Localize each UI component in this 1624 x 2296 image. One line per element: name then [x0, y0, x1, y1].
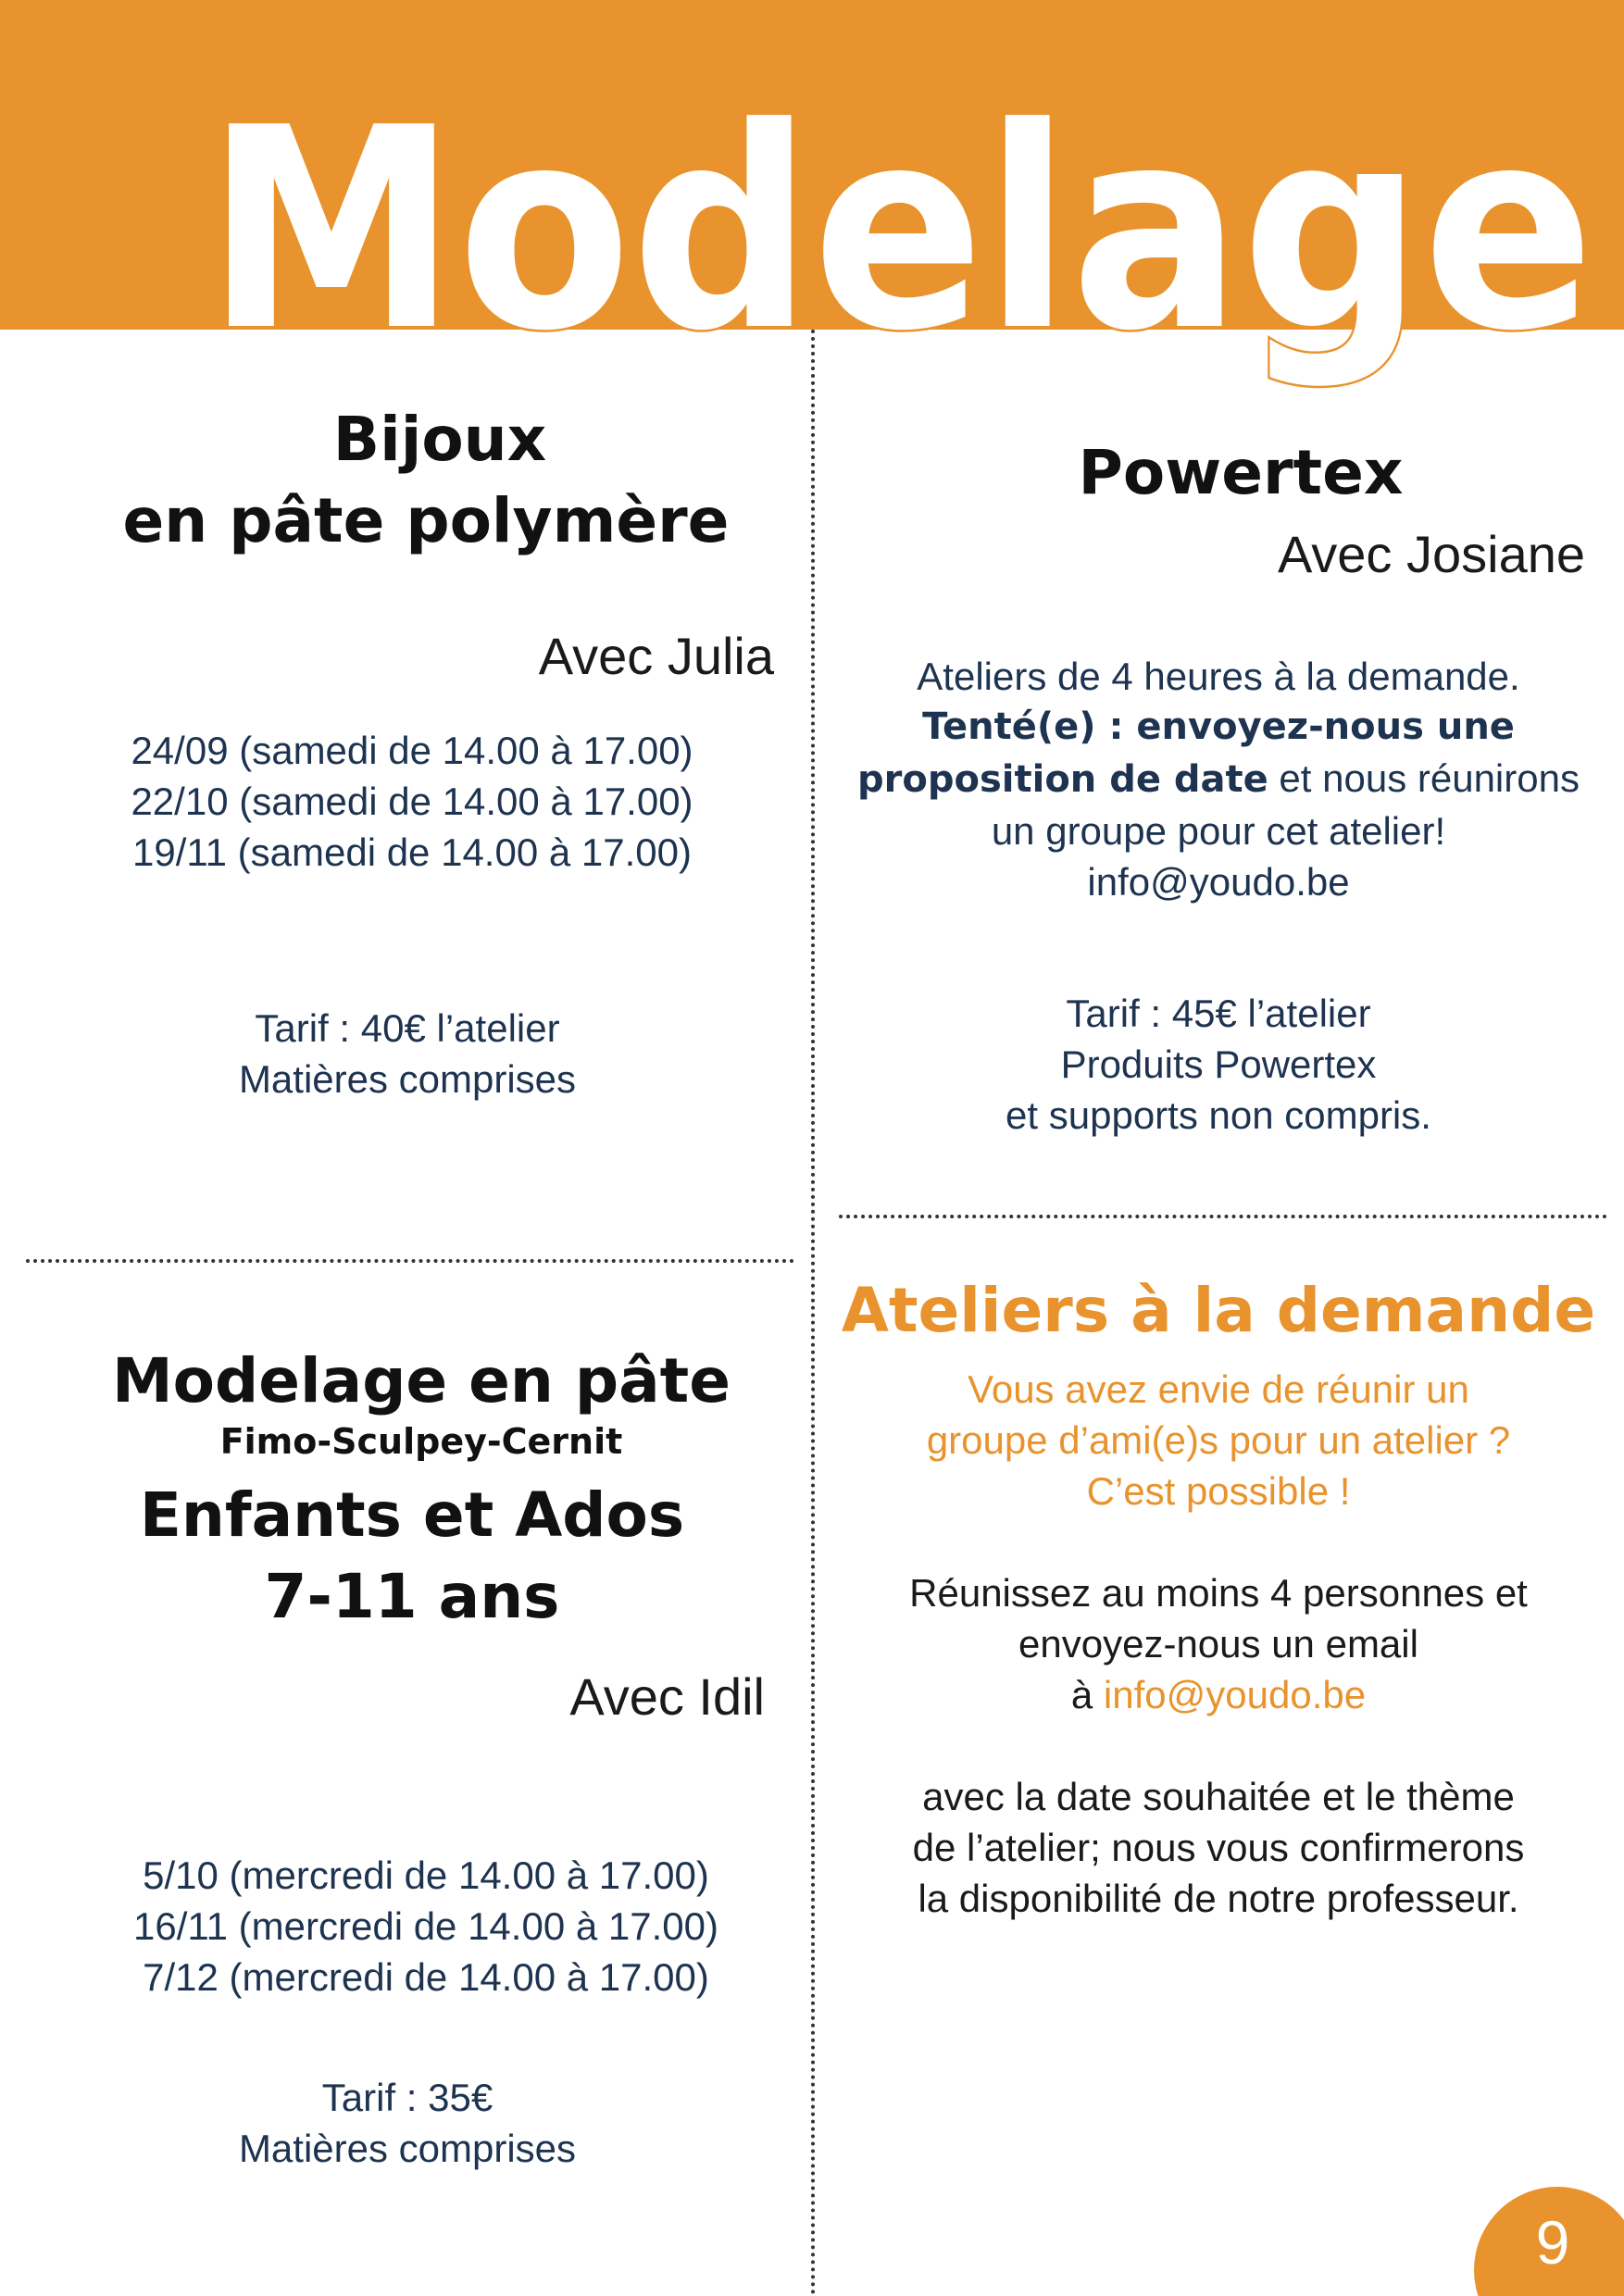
demande-body: [820, 1567, 1617, 1720]
bijoux-instructor: Avec Julia: [538, 627, 774, 685]
bijoux-title-line2: en pâte polymère: [122, 485, 730, 556]
demande-intro-line: Vous avez envie de réunir un: [968, 1367, 1469, 1411]
demande-body-line: Réunissez au moins 4 personnes et: [909, 1571, 1528, 1615]
bijoux-note: Matières comprises: [238, 1057, 577, 1101]
enfants-subtitle: Fimo-Sculpey-Cernit: [219, 1421, 623, 1462]
powertex-tarif: Tarif : 45€ l’atelier: [1066, 992, 1371, 1035]
enfants-title-audience: Enfants et Ados: [139, 1479, 685, 1551]
enfants-pricing: [28, 2072, 787, 2174]
enfants-note: Matières comprises: [238, 2127, 577, 2170]
demande-intro-line: C’est possible !: [1086, 1469, 1351, 1513]
demande-body-line: envoyez-nous un email: [1018, 1622, 1418, 1666]
header-title-text: Modelage: [206, 69, 1594, 392]
powertex-line: un groupe pour cet atelier!: [991, 809, 1446, 853]
bijoux-date: 24/09 (samedi de 14.00 à 17.00): [131, 729, 693, 772]
enfants-instructor: Avec Idil: [569, 1667, 765, 1726]
powertex-cta-rest: et nous réunirons: [1268, 756, 1580, 800]
bijoux-title-line1: Bijoux: [332, 404, 547, 475]
bijoux-dates: [28, 725, 796, 878]
bijoux-tarif: Tarif : 40€ l’atelier: [255, 1006, 560, 1050]
demande-email-line: [820, 1669, 1617, 1720]
powertex-cta-line: Tenté(e) : envoyez-nous une: [922, 705, 1515, 748]
enfants-date: 16/11 (mercredi de 14.00 à 17.00): [133, 1904, 718, 1948]
demande-title: Ateliers à la demande: [841, 1275, 1596, 1346]
bijoux-date: 22/10 (samedi de 14.00 à 17.00): [131, 780, 693, 823]
page-number: 9: [1535, 2208, 1570, 2277]
demande-intro-line: groupe d’ami(e)s pour un atelier ?: [926, 1418, 1511, 1462]
powertex-description: [820, 651, 1617, 907]
enfants-title: Modelage en pâte: [112, 1345, 731, 1416]
demande-intro: [820, 1364, 1617, 1516]
enfants-tarif: Tarif : 35€: [321, 2076, 493, 2119]
enfants-date: 7/12 (mercredi de 14.00 à 17.00): [143, 1955, 709, 1999]
powertex-line: Ateliers de 4 heures à la demande.: [917, 655, 1520, 698]
demande-closing-line: de l’atelier; nous vous confirmerons: [912, 1826, 1525, 1869]
left-horizontal-divider: [26, 1259, 794, 1263]
powertex-note: Produits Powertex: [1060, 1042, 1377, 1086]
powertex-cta-line2: [820, 753, 1617, 805]
enfants-date: 5/10 (mercredi de 14.00 à 17.00): [143, 1853, 709, 1897]
demande-closing: [820, 1771, 1617, 1924]
enfants-dates: [28, 1850, 824, 2003]
bijoux-date: 19/11 (samedi de 14.00 à 17.00): [132, 830, 692, 874]
powertex-note: et supports non compris.: [1006, 1093, 1431, 1137]
bijoux-pricing: [28, 1003, 787, 1104]
powertex-email-link[interactable]: info@youdo.be: [1087, 860, 1350, 904]
demande-closing-line: avec la date souhaitée et le thème: [922, 1775, 1515, 1818]
powertex-cta-bold: proposition de date: [857, 758, 1268, 801]
powertex-instructor: Avec Josiane: [1277, 525, 1585, 583]
demande-email-prefix: à: [1070, 1673, 1104, 1716]
demande-closing-line: la disponibilité de notre professeur.: [918, 1877, 1519, 1920]
enfants-title-age: 7-11 ans: [264, 1561, 560, 1632]
demande-email-link[interactable]: info@youdo.be: [1103, 1673, 1367, 1716]
powertex-title: Powertex: [1078, 437, 1404, 508]
right-horizontal-divider: [839, 1215, 1607, 1218]
powertex-pricing: [839, 988, 1598, 1141]
